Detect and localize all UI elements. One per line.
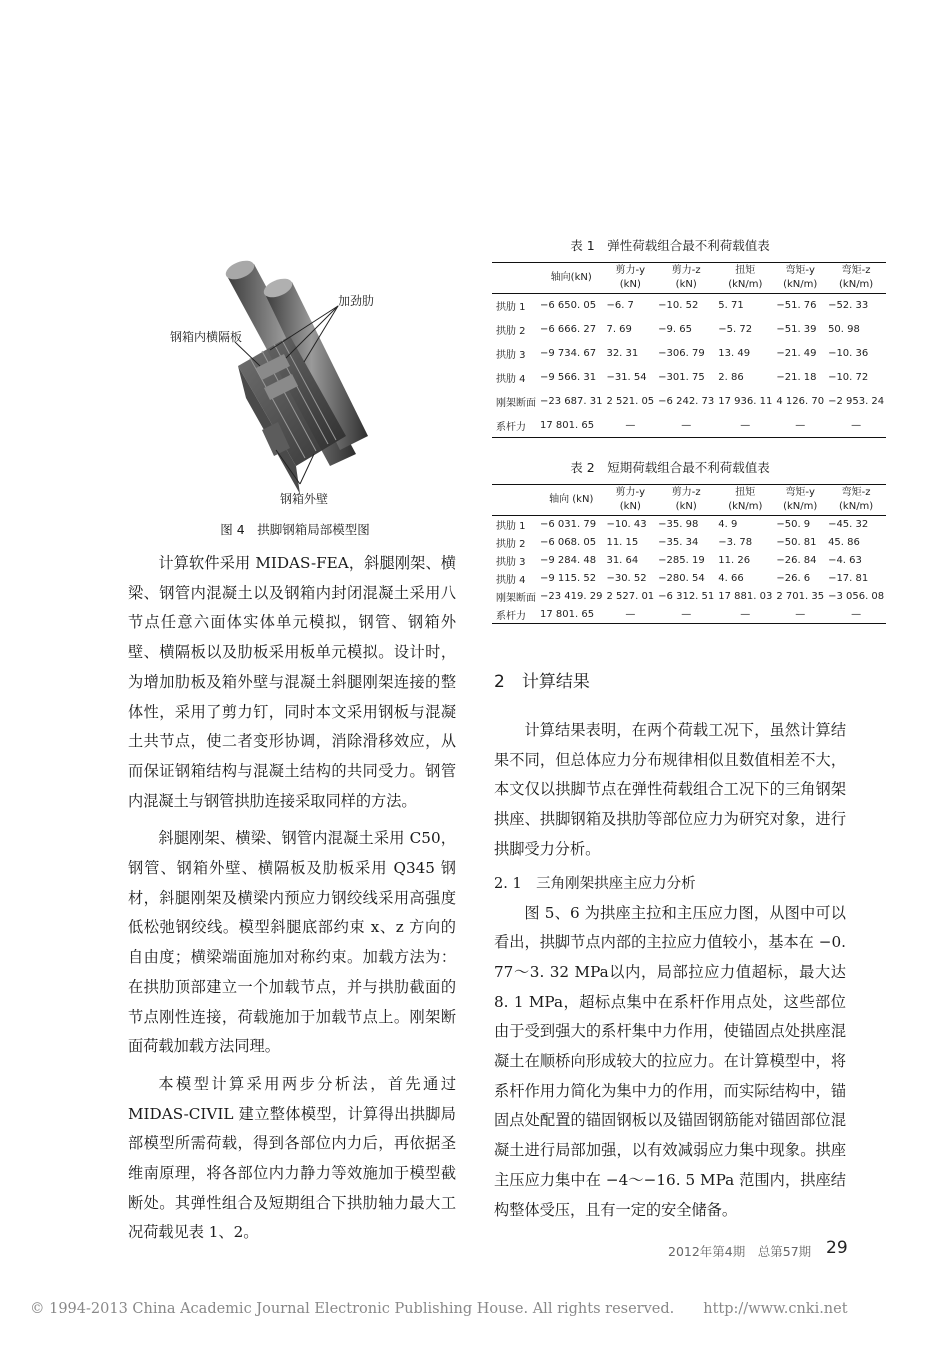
table-header-row [492,485,886,516]
page-number: 29 [826,1238,848,1258]
table-row: 拱肋 3 −9 284. 48 31. 64 −285. 19 11. 26 −26. 84 −4. 63 [496,555,862,568]
paragraph: 计算软件采用 MIDAS-FEA，斜腿刚架、横梁、钢管内混凝土以及钢箱内封闭混凝土采用八节点任意六面体实体单元模拟，钢管、钢箱外壁、横隔板以及肋板采用板单元模拟。设计时，为增加肋板及箱外壁与混凝土斜腿刚架连接的整体性，采用了剪力钉，同时本文采用钢板与混凝土共节点，使二者变形协调，消除滑移效应，从而保证钢箱结构与混凝土结构的共同受力。钢管内混凝土与钢管拱肋连接采取同样的方法。 [128,554,456,810]
table-row: 系杆力 17 801. 65 — — — — — [492,606,886,624]
column-header: 弯矩-z (kN/m) [839,265,874,290]
table-row: 拱肋 1 −6 650. 05 −6. 7 −10. 52 5. 71 −51. 76 −52. 33 [496,300,869,314]
label-outer-wall: 钢箱外壁 [280,492,329,506]
table-1 [492,236,885,438]
table-row: 刚架断面 −23 419. 29 2 527. 01 −6 312. 51 17 881. 03 2 701. 35 −3 056. 08 [496,591,885,604]
table-row: 刚架断面 −23 687. 31 2 521. 05 −6 242. 73 17 936. 11 4 126. 70 −2 953. 24 [496,396,885,409]
table-row: 拱肋 2 −6 666. 27 7. 69 −9. 65 −5. 72 −51. 39 50. 98 [496,324,860,337]
table-row: 拱肋 2 −6 068. 05 11. 15 −35. 34 −3. 78 −50. 81 45. 86 [496,537,860,550]
copyright-notice: © 1994-2013 China Academic Journal Electronic Publishing House. All rights reserved. http://www.cnki.net [30,1301,848,1317]
table-2-grid [492,484,886,624]
table-row: 拱肋 4 −9 115. 52 −30. 52 −280. 54 4. 66 −26. 6 −17. 81 [496,573,869,586]
subsection-2-1-title: 2. 1 三角刚架拱座主应力分析 [494,875,696,892]
table-row: 拱肋 3 −9 734. 67 32. 31 −306. 79 13. 49 −21. 49 −10. 36 [496,348,869,361]
table-row: 拱肋 4 −9 566. 31 −31. 54 −301. 75 2. 86 −21. 18 −10. 72 [496,372,869,385]
column-header [492,263,538,294]
table-2 [492,458,885,624]
issue-info: 2012年第4期 总第57期 [668,1244,812,1259]
column-header: 剪力-z (kN) [671,265,701,290]
column-header: 剪力-y (kN) [615,487,646,512]
column-header: 弯矩-z (kN/m) [839,487,874,512]
table-1-title: 表 1 弹性荷载组合最不利荷载值表 [570,238,770,253]
table-header-row [492,263,886,294]
column-header: 轴向(kN) [550,272,592,283]
column-header [492,485,538,516]
paragraph: 本模型计算采用两步分析法，首先通过 MIDAS-CIVIL 建立整体模型，计算得出拱脚局部模型所需荷载，得到各部位内力后，再依据圣维南原理，将各部位内力静力等效施加于模型截断处。其弹性组合及短期组合下拱肋轴力最大工况荷载见表 1、2。 [128,1074,456,1242]
column-header: 剪力-z (kN) [671,487,701,512]
table-row: 系杆力 17 801. 65 — — — — — [492,414,886,438]
section-2-title: 2 计算结果 [494,672,590,692]
right-column [494,716,846,1225]
paragraph: 计算结果表明，在两个荷载工况下，虽然计算结果不同，但总体应力分布规律相似且数值相差不大，本文仅以拱脚节点在弹性荷载组合工况下的三角钢架拱座、拱脚钢箱及拱肋等部位应力为研究对象，进行拱脚受力分析。 [494,721,846,858]
table-row: 拱肋 1 −6 031. 79 −10. 43 −35. 98 4. 9 −50. 9 −45. 32 [496,519,869,533]
table-1-grid [492,262,886,438]
paragraph: 斜腿刚架、横梁、钢管内混凝土采用 C50，钢管、钢箱外壁、横隔板及肋板采用 Q345 钢材，斜腿刚架及横梁内预应力钢绞线采用高强度低松弛钢绞线。模型斜腿底部约束 x、z 方向的自由度；横梁端面施加对称约束。加载方法为：在拱肋顶部建立一个加载节点，并与拱肋截面的节点刚性连接，荷载施加于加载节点上。刚架断面荷载加载方法同理。 [128,829,456,1056]
column-header: 扭矩 (kN/m) [728,265,763,290]
column-header: 剪力-y (kN) [615,265,646,290]
column-header: 弯矩-y (kN/m) [783,487,818,512]
left-column [128,549,456,1248]
table-2-title: 表 2 短期荷载组合最不利荷载值表 [570,460,770,475]
figure-4-caption: 图 4 拱脚钢箱局部模型图 [220,522,370,537]
column-header: 扭矩 (kN/m) [728,487,763,512]
label-diaphragm: 钢箱内横隔板 [170,330,243,344]
column-header: 轴向 (kN) [549,494,594,505]
label-stiffener: 加劲肋 [338,294,375,308]
column-header: 弯矩-y (kN/m) [783,265,818,290]
paragraph: 图 5、6 为拱座主拉和主压应力图，从图中可以看出，拱脚节点内部的主拉应力值较小，基本在 −0. 77～3. 32 MPa以内，局部拉应力值超标，最大达 8. 1 MPa，超标点集中在系杆作用点处，这些部位由于受到强大的系杆集中力作用，使锚固点处拱座混凝土在顺桥向形成较大的拉应力。在计算模型中，将系杆作用力简化为集中力的作用，而实际结构中，锚固点处配置的锚固钢板以及锚固钢筋能对锚固部位混凝土进行局部加强，以有效减弱应力集中现象。拱座主压应力集中在 −4～−16. 5 MPa 范围内，拱座结构整体受压，且有一定的安全储备。 [494,903,846,1219]
